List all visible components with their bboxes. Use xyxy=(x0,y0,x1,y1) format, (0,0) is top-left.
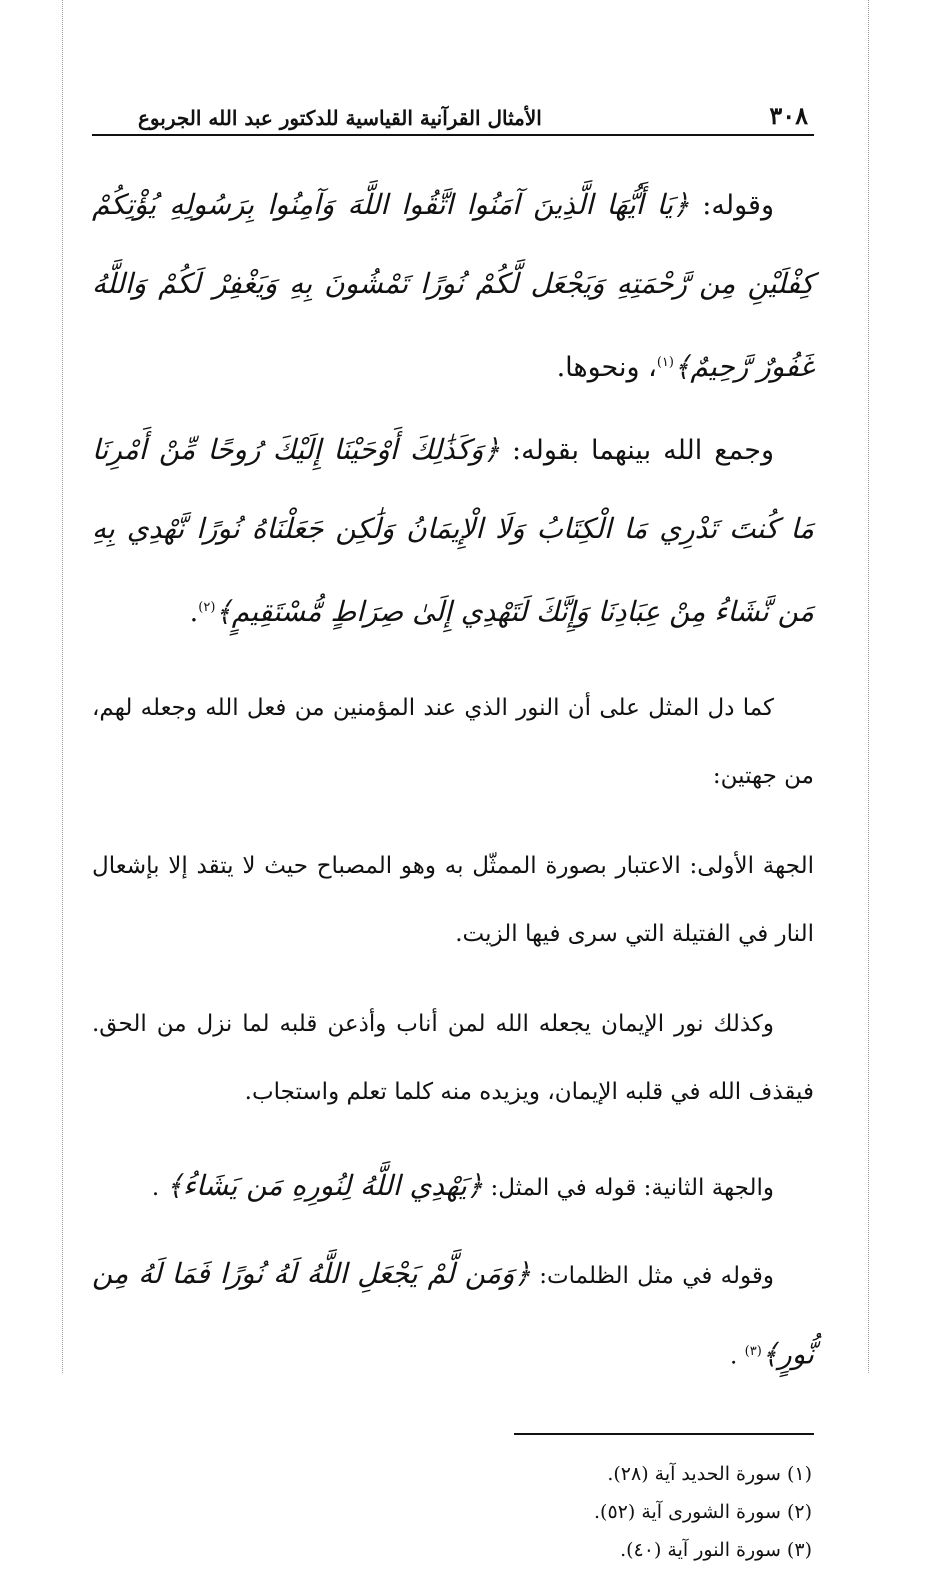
running-title: الأمثال القرآنية القياسية للدكتور عبد الله الجربوع xyxy=(138,106,542,130)
footnote-ref: (١) xyxy=(656,355,674,370)
quran-verse: ﴿يَا أَيُّهَا الَّذِينَ آمَنُوا اتَّقُوا اللَّهَ وَآمِنُوا بِرَسُولِهِ يُؤْتِكُمْ كِفْلَيْنِ مِن رَّحْمَتِهِ وَيَجْعَل لَّكُمْ نُورًا تَمْشُونَ بِهِ وَيَغْفِرْ لَكُمْ وَاللَّهُ غَفُورٌ رَّحِيمٌ﴾ xyxy=(92,188,814,383)
quran-verse: ﴿وَكَذَٰلِكَ أَوْحَيْنَا إِلَيْكَ رُوحًا مِّنْ أَمْرِنَا مَا كُنتَ تَدْرِي مَا الْكِتَابُ وَلَا الْإِيمَانُ وَلَٰكِن جَعَلْنَاهُ نُورًا نَّهْدِي بِهِ مَن نَّشَاءُ مِنْ عِبَادِنَا وَإِنَّكَ لَتَهْدِي إِلَىٰ صِرَاطٍ مُّسْتَقِيمٍ﴾ xyxy=(92,433,814,628)
page-header xyxy=(92,92,814,136)
paragraph-darkness-parable xyxy=(92,1236,814,1395)
scan-artifact-left xyxy=(62,0,63,1373)
page-body xyxy=(92,166,814,1395)
paragraph-tail: ، ونحوها. xyxy=(556,352,657,383)
book-page xyxy=(92,92,814,1561)
paragraph-tail: . xyxy=(730,1343,745,1370)
paragraph-verse-2 xyxy=(92,411,814,652)
paragraph-lead: وقوله في مثل الظلمات: xyxy=(530,1263,775,1289)
paragraph-lead: وجمع الله بينهما بقوله: xyxy=(500,435,774,466)
page-number: ٣٠٨ xyxy=(769,101,808,130)
paragraph-first-aspect: الجهة الأولى: الاعتبار بصورة الممثّل به وهو المصباح حيث لا يتقد إلا بإشعال النار في الفتيلة التي سرى فيها الزيت. xyxy=(92,853,814,947)
paragraph-iman-light: وكذلك نور الإيمان يجعله الله لمن أناب وأذعن قلبه لما نزل من الحق. فيقذف الله في قلبه الإيمان، ويزيده منه كلما تعلم واستجاب. xyxy=(92,1011,814,1105)
footnotes xyxy=(92,1455,814,1569)
footnote-separator xyxy=(514,1433,814,1435)
paragraph-tail: . xyxy=(189,597,199,628)
paragraph-lead: وقوله: xyxy=(689,190,775,221)
paragraph-verse-1 xyxy=(92,166,814,407)
footnote-2: (٢) سورة الشورى آية (٥٢). xyxy=(594,1500,812,1523)
quran-verse: ﴿يَهْدِي اللَّهُ لِنُورِهِ مَن يَشَاءُ﴾ xyxy=(166,1169,484,1202)
paragraph-two-aspects: كما دل المثل على أن النور الذي عند المؤمنين من فعل الله وجعله لهم، من جهتين: xyxy=(92,695,814,789)
quran-verse: ﴿وَمَن لَّمْ يَجْعَلِ اللَّهُ لَهُ نُورًا فَمَا لَهُ مِن نُّورٍ﴾ xyxy=(92,1257,814,1371)
footnote-ref: (٢) xyxy=(198,600,216,615)
paragraph-tail: . xyxy=(151,1175,167,1201)
paragraph-second-aspect xyxy=(92,1148,814,1226)
paragraph-lead: والجهة الثانية: قوله في المثل: xyxy=(483,1175,774,1201)
scan-artifact-right xyxy=(868,0,869,1373)
footnote-1: (١) سورة الحديد آية (٢٨). xyxy=(607,1462,812,1485)
footnote-ref: (٣) xyxy=(744,1344,762,1359)
footnote-3: (٣) سورة النور آية (٤٠). xyxy=(620,1538,812,1561)
